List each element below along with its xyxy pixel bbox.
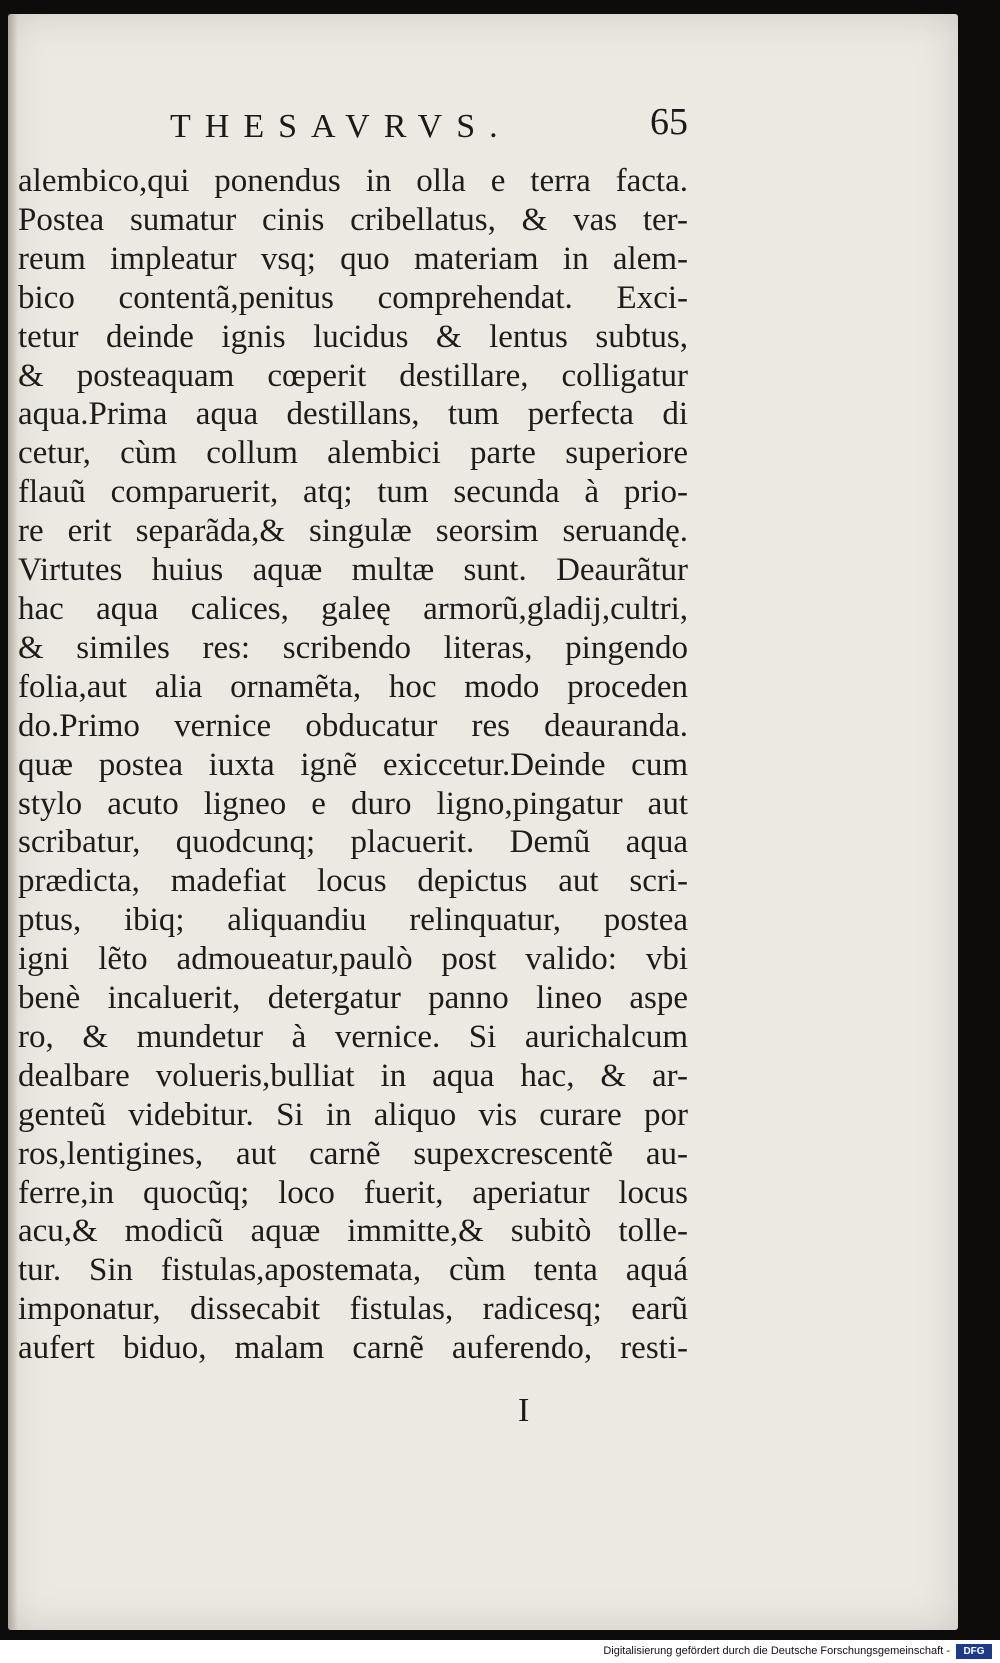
text-line: imponatur, dissecabit fistulas, radicesq; earũ xyxy=(18,1291,688,1328)
text-line: acu,& modicũ aquæ immitte,& subitò tolle- xyxy=(18,1213,688,1250)
text-line: do.Primo vernice obducatur res deauranda. xyxy=(18,707,688,744)
text-line: ros,lentigines, aut carnẽ supexcrescentẽ au- xyxy=(18,1135,688,1172)
running-head: THESAVRVS. xyxy=(170,108,512,145)
text-line: reum impleatur vsq; quo materiam in alem- xyxy=(18,240,688,277)
text-line: stylo acuto ligneo e duro ligno,pingatur aut xyxy=(18,785,688,822)
page-text xyxy=(18,162,688,1368)
text-line: dealbare volueris,bulliat in aqua hac, & ar- xyxy=(18,1057,688,1094)
text-line: tur. Sin fistulas,apostemata, cùm tenta aquá xyxy=(18,1252,688,1289)
text-line: prædicta, madefiat locus depictus aut scri- xyxy=(18,863,688,900)
text-line: flauũ comparuerit, atq; tum secunda à prio- xyxy=(18,474,688,511)
dfg-logo: DFG xyxy=(956,1644,992,1659)
text-line: quæ postea iuxta ignẽ exiccetur.Deinde cum xyxy=(18,746,688,783)
text-line: alembico,qui ponendus in olla e terra facta. xyxy=(18,163,688,199)
text-line: igni lẽto admoueatur,paulò post valido: vbi xyxy=(18,941,688,978)
page-gutter-shadow xyxy=(8,14,18,1630)
text-line: Postea sumatur cinis cribellatus, & vas ter- xyxy=(18,201,688,238)
text-line: & similes res: scribendo literas, pingendo xyxy=(18,629,688,666)
text-line: ro, & mundetur à vernice. Si aurichalcum xyxy=(18,1018,688,1055)
text-line: aufert biduo, malam carnẽ auferendo, resti- xyxy=(18,1330,688,1367)
digitization-credit: Digitalisierung gefördert durch die Deutsche Forschungsgemeinschaft - xyxy=(603,1645,950,1657)
text-line: scribatur, quodcunq; placuerit. Demũ aqua xyxy=(18,824,688,861)
text-line: aqua.Prima aqua destillans, tum perfecta di xyxy=(18,396,688,433)
text-line: re erit separãda,& singulæ seorsim seruandę. xyxy=(18,513,688,550)
text-line: hac aqua calices, galeę armorũ,gladij,cultri, xyxy=(18,590,688,627)
text-line: & posteaquam cœperit destillare, colligatur xyxy=(18,357,688,394)
text-line: cetur, cùm collum alembici parte superiore xyxy=(18,435,688,472)
text-line: tetur deinde ignis lucidus & lentus subtus, xyxy=(18,318,688,355)
text-line: ferre,in quocũq; loco fuerit, aperiatur locus xyxy=(18,1174,688,1211)
text-line: folia,aut alia ornamẽta, hoc modo proceden xyxy=(18,668,688,705)
text-line: benè incaluerit, detergatur panno lineo aspe xyxy=(18,980,688,1017)
text-line: bico contentã,penitus comprehendat. Exci- xyxy=(18,279,688,316)
page-number: 65 xyxy=(650,101,688,143)
signature-mark: I xyxy=(518,1392,530,1429)
text-line: Virtutes huius aquæ multæ sunt. Deaurãtur xyxy=(18,552,688,589)
text-line: ptus, ibiq; aliquandiu relinquatur, postea xyxy=(18,902,688,939)
text-line: genteũ videbitur. Si in aliquo vis curare por xyxy=(18,1096,688,1133)
